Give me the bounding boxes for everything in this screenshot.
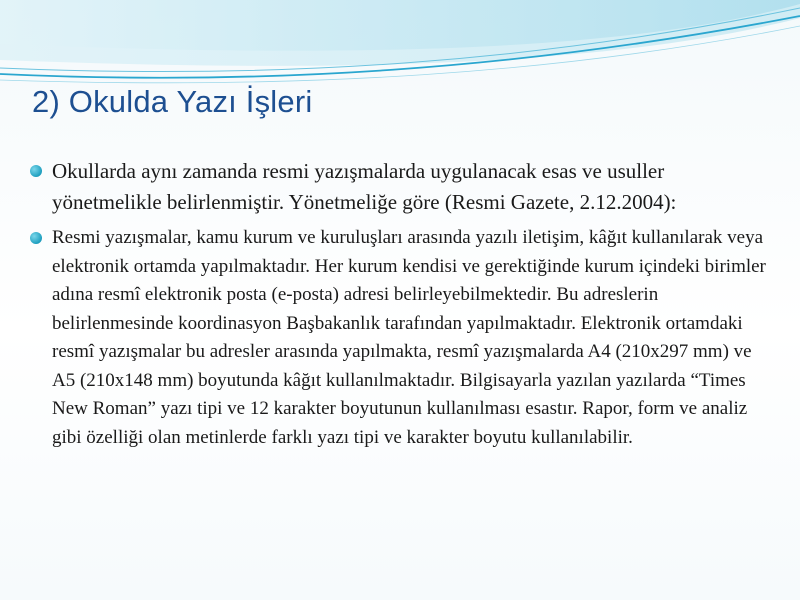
bullet-dot-icon: [30, 232, 42, 244]
bullet-item: [30, 224, 775, 452]
header-wave-decoration: [0, 0, 800, 90]
bullet-text: Okullarda aynı zamanda resmi yazışmalarda uygulanacak esas ve usuller yönetmelikle belirlenmiştir. Yönetmeliğe göre (Resmi Gazete, 2.12.2004):: [52, 159, 677, 214]
bullet-item: [30, 156, 775, 218]
bullet-dot-icon: [30, 165, 42, 177]
slide-title: 2) Okulda Yazı İşleri: [32, 84, 313, 119]
bullet-list: [30, 156, 775, 452]
bullet-text: Resmi yazışmalar, kamu kurum ve kuruluşları arasında yazılı iletişim, kâğıt kullanılarak veya elektronik ortamda yapılmaktadır. Her kurum kendisi ve gerektiğinde kurum içindeki birimler adına resmî elektronik posta (e-posta) adresi belirleyebilmektedir. Bu adreslerin belirlenmesinde koordinasyon Başbakanlık tarafından yapılmaktadır. Elektronik ortamdaki resmî yazışmalar bu adresler arasında yapılmakta, resmî yazışmalarda A4 (210x297 mm) ve A5 (210x148 mm) boyutunda kâğıt kullanılmaktadır. Bilgisayarla yazılan yazılarda “Times New Roman” yazı tipi ve 12 karakter boyutunun kullanılması esastır. Rapor, form ve analiz gibi özelliği olan metinlerde farklı yazı tipi ve karakter boyutu kullanılabilir.: [52, 227, 766, 448]
